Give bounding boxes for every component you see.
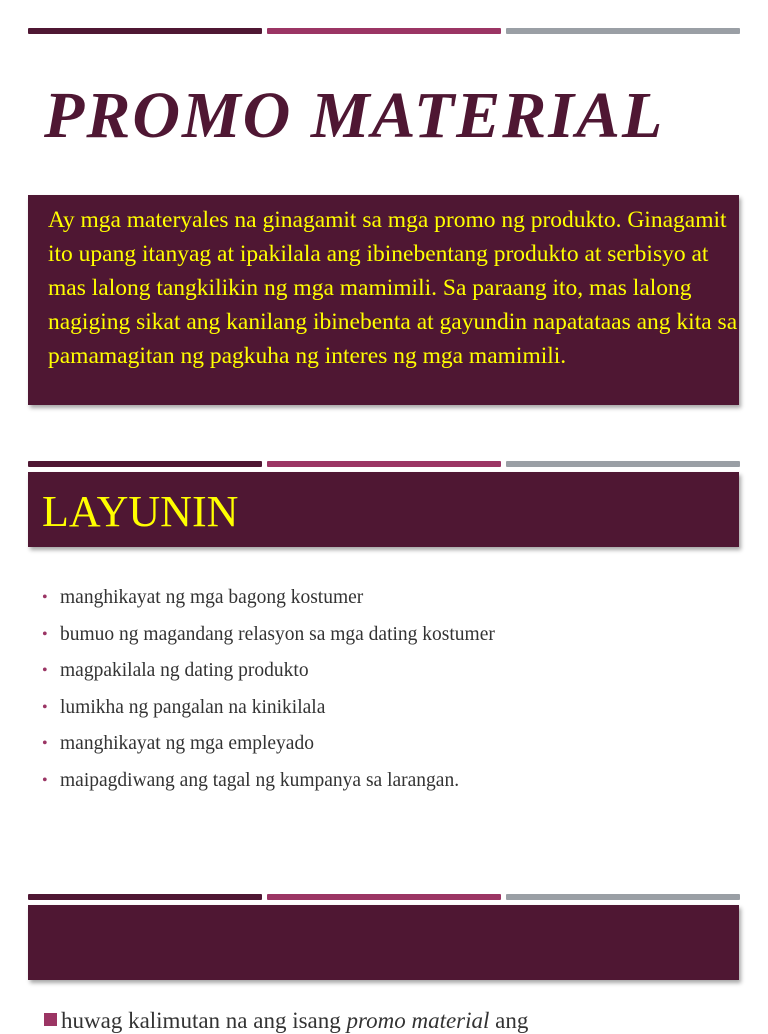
list-item xyxy=(40,692,740,729)
bullet-dot-icon: • xyxy=(42,662,48,679)
list-item xyxy=(40,728,740,765)
slide-3-header xyxy=(28,905,739,980)
bullet-dot-icon: • xyxy=(42,698,48,716)
list-item xyxy=(40,655,740,692)
list-item-text: manghikayat ng mga bagong kostumer xyxy=(60,587,364,608)
stripe-dark xyxy=(28,894,262,900)
list-item-text: magpakilala ng dating produkto xyxy=(60,660,309,681)
list-item-text: maipagdiwang ang tagal ng kumpanya sa larangan. xyxy=(60,769,460,791)
layunin-header xyxy=(28,472,739,547)
slide-3-partial-text xyxy=(44,1008,764,1034)
partial-text-end: ang xyxy=(495,1008,529,1033)
stripe-gray xyxy=(506,894,740,900)
square-bullet-icon xyxy=(44,1013,57,1026)
stripe-accent xyxy=(267,28,501,34)
list-item-text: bumuo ng magandang relasyon sa mga dating kostumer xyxy=(60,623,495,645)
stripe-dark xyxy=(28,461,262,467)
stripe-gray xyxy=(506,461,740,467)
list-item xyxy=(40,619,740,656)
bullet-dot-icon: • xyxy=(42,771,48,789)
list-item xyxy=(40,582,740,619)
layunin-list xyxy=(40,582,740,801)
definition-text: Ay mga materyales na ginagamit sa mga promo ng produkto. Ginagamit ito upang itanyag at ipakilala ang ibinebentang produkto at serbisyo at mas lalong tangkilikin ng mga mamimili. Sa paraang ito, mas lalong nagiging sikat ang kanilang ibinebenta at gayundin napatataas ang kita sa pamamagitan ng pagkuha ng interes ng mga mamimili. xyxy=(48,207,738,369)
definition-box xyxy=(28,195,739,405)
list-item-text: manghikayat ng mga empleyado xyxy=(60,733,314,754)
list-item-text: lumikha ng pangalan na kinikilala xyxy=(60,696,326,718)
list-item xyxy=(40,765,740,802)
stripe-dark xyxy=(28,28,262,34)
bullet-dot-icon: • xyxy=(42,589,48,606)
bullet-dot-icon: • xyxy=(42,625,48,643)
slide-title: PROMO MATERIAL xyxy=(44,79,665,152)
stripe-gray xyxy=(506,28,740,34)
layunin-title: LAYUNIN xyxy=(42,487,239,536)
stripe-accent xyxy=(267,894,501,900)
stripe-accent xyxy=(267,461,501,467)
partial-text-emphasis: promo material xyxy=(346,1008,490,1033)
bullet-dot-icon: • xyxy=(42,735,48,752)
partial-text-start: huwag kalimutan na ang isang xyxy=(61,1008,341,1033)
